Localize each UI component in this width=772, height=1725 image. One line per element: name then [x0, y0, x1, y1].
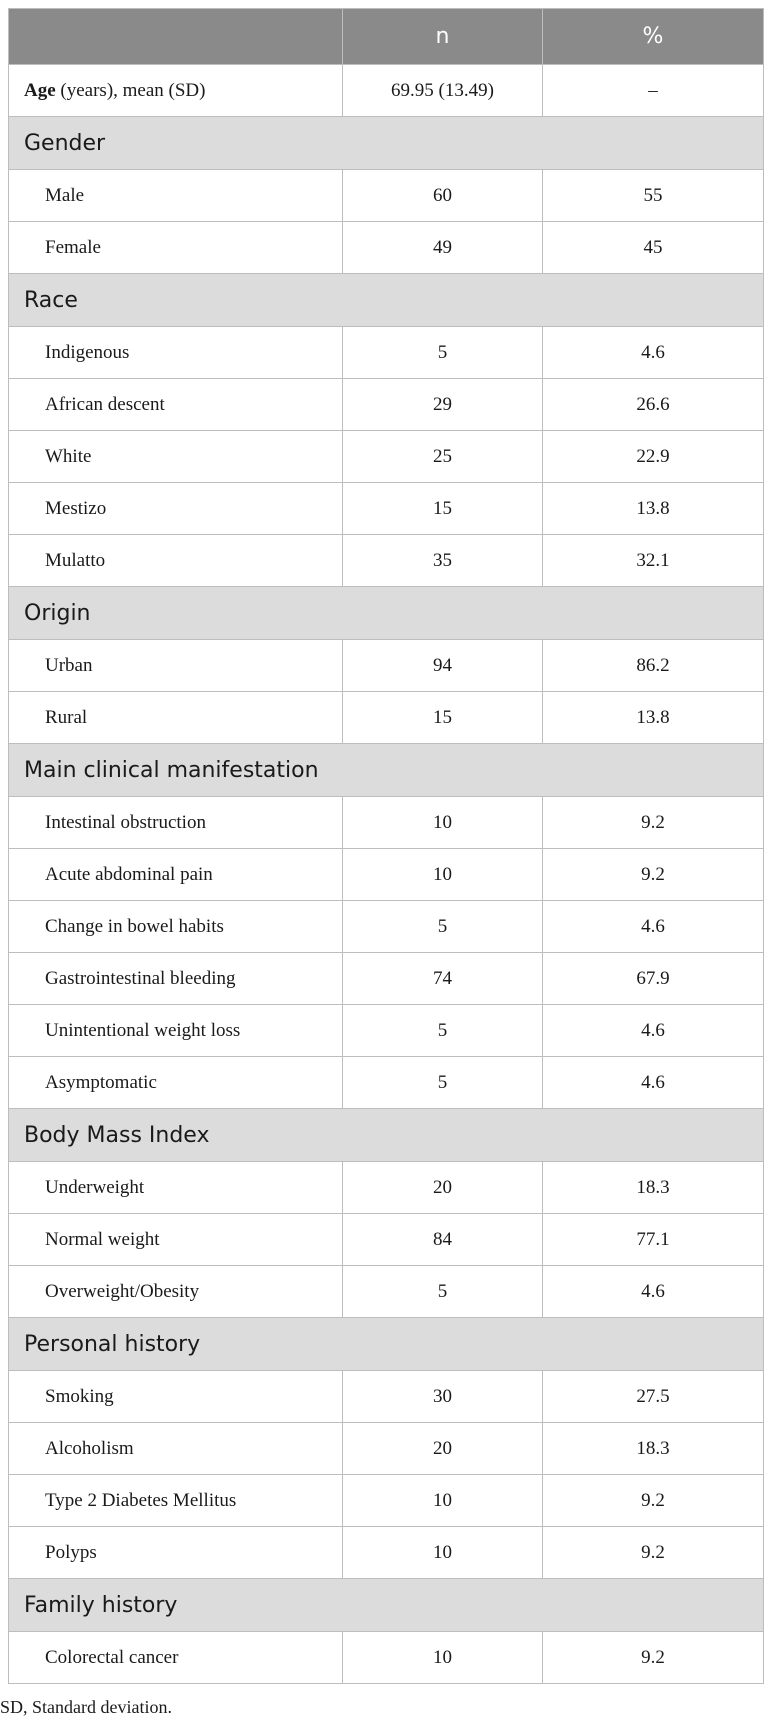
row-pct-cell: 55 [543, 170, 764, 222]
row-label-cell: Mulatto [9, 535, 343, 587]
row-label-cell: Male [9, 170, 343, 222]
row-n-cell: 30 [343, 1371, 543, 1423]
row-n-cell: 10 [343, 797, 543, 849]
table-footnote: SD, Standard deviation. [0, 1697, 172, 1717]
row-n-cell: 5 [343, 1057, 543, 1109]
header-n-cell: n [343, 9, 543, 65]
row-n-cell: 84 [343, 1214, 543, 1266]
header-label-cell [9, 9, 343, 65]
row-pct-cell: 9.2 [543, 1527, 764, 1579]
header-percent-cell: % [543, 9, 764, 65]
row-n-cell: 35 [343, 535, 543, 587]
age-row [9, 65, 764, 117]
table-row [9, 1214, 764, 1266]
table-row [9, 431, 764, 483]
table-row [9, 1266, 764, 1318]
row-pct-cell: 4.6 [543, 327, 764, 379]
row-pct-cell: 67.9 [543, 953, 764, 1005]
row-pct-cell: 18.3 [543, 1162, 764, 1214]
row-label-cell: Female [9, 222, 343, 274]
section-header-row [9, 587, 764, 640]
row-n-cell: 15 [343, 483, 543, 535]
row-label-cell: Urban [9, 640, 343, 692]
section-title: Body Mass Index [9, 1109, 764, 1162]
age-pct-cell: – [543, 65, 764, 117]
section-title: Gender [9, 117, 764, 170]
age-label-cell [9, 65, 343, 117]
row-pct-cell: 26.6 [543, 379, 764, 431]
row-n-cell: 10 [343, 1632, 543, 1684]
row-n-cell: 94 [343, 640, 543, 692]
row-pct-cell: 9.2 [543, 849, 764, 901]
row-label-cell: Intestinal obstruction [9, 797, 343, 849]
row-label-cell: Gastrointestinal bleeding [9, 953, 343, 1005]
section-header-row [9, 1109, 764, 1162]
row-label-cell: Unintentional weight loss [9, 1005, 343, 1057]
age-label-bold: Age [24, 79, 56, 101]
section-title: Family history [9, 1579, 764, 1632]
row-label-cell: Asymptomatic [9, 1057, 343, 1109]
row-pct-cell: 4.6 [543, 1005, 764, 1057]
section-title: Origin [9, 587, 764, 640]
row-pct-cell: 77.1 [543, 1214, 764, 1266]
row-label-cell: African descent [9, 379, 343, 431]
table-row [9, 640, 764, 692]
table-row [9, 1423, 764, 1475]
table-row [9, 849, 764, 901]
table-row [9, 953, 764, 1005]
table-row [9, 483, 764, 535]
row-label-cell: Smoking [9, 1371, 343, 1423]
table-row [9, 327, 764, 379]
row-n-cell: 5 [343, 327, 543, 379]
section-header-row [9, 117, 764, 170]
section-header-row [9, 744, 764, 797]
table-row [9, 1475, 764, 1527]
row-label-cell: Alcoholism [9, 1423, 343, 1475]
row-n-cell: 74 [343, 953, 543, 1005]
row-label-cell: Change in bowel habits [9, 901, 343, 953]
row-label-cell: Acute abdominal pain [9, 849, 343, 901]
table-row [9, 1057, 764, 1109]
section-title: Personal history [9, 1318, 764, 1371]
age-label-rest: (years), mean (SD) [55, 79, 206, 101]
table-row [9, 222, 764, 274]
row-n-cell: 15 [343, 692, 543, 744]
row-n-cell: 5 [343, 901, 543, 953]
row-n-cell: 20 [343, 1423, 543, 1475]
table-row [9, 170, 764, 222]
row-label-cell: Mestizo [9, 483, 343, 535]
header-row [9, 9, 764, 65]
row-pct-cell: 27.5 [543, 1371, 764, 1423]
row-pct-cell: 4.6 [543, 901, 764, 953]
row-label-cell: White [9, 431, 343, 483]
row-n-cell: 29 [343, 379, 543, 431]
row-pct-cell: 4.6 [543, 1266, 764, 1318]
table-row [9, 692, 764, 744]
table-row [9, 1005, 764, 1057]
row-pct-cell: 9.2 [543, 1475, 764, 1527]
section-title: Main clinical manifestation [9, 744, 764, 797]
row-pct-cell: 32.1 [543, 535, 764, 587]
row-pct-cell: 9.2 [543, 797, 764, 849]
row-n-cell: 10 [343, 849, 543, 901]
section-header-row [9, 274, 764, 327]
row-label-cell: Overweight/Obesity [9, 1266, 343, 1318]
row-label-cell: Rural [9, 692, 343, 744]
row-pct-cell: 18.3 [543, 1423, 764, 1475]
row-n-cell: 20 [343, 1162, 543, 1214]
table-container [8, 8, 763, 1684]
section-title: Race [9, 274, 764, 327]
row-label-cell: Underweight [9, 1162, 343, 1214]
table-row [9, 1527, 764, 1579]
row-pct-cell: 4.6 [543, 1057, 764, 1109]
row-pct-cell: 13.8 [543, 692, 764, 744]
age-n-cell: 69.95 (13.49) [343, 65, 543, 117]
row-n-cell: 25 [343, 431, 543, 483]
row-label-cell: Polyps [9, 1527, 343, 1579]
row-pct-cell: 9.2 [543, 1632, 764, 1684]
table-row [9, 535, 764, 587]
row-n-cell: 10 [343, 1475, 543, 1527]
table-row [9, 797, 764, 849]
table-row [9, 379, 764, 431]
row-label-cell: Indigenous [9, 327, 343, 379]
table-row [9, 1162, 764, 1214]
section-header-row [9, 1318, 764, 1371]
row-pct-cell: 22.9 [543, 431, 764, 483]
row-n-cell: 5 [343, 1266, 543, 1318]
row-label-cell: Colorectal cancer [9, 1632, 343, 1684]
row-n-cell: 5 [343, 1005, 543, 1057]
row-label-cell: Normal weight [9, 1214, 343, 1266]
demographics-table [8, 8, 764, 1684]
row-pct-cell: 13.8 [543, 483, 764, 535]
row-n-cell: 49 [343, 222, 543, 274]
table-row [9, 1632, 764, 1684]
table-row [9, 901, 764, 953]
row-n-cell: 10 [343, 1527, 543, 1579]
row-pct-cell: 86.2 [543, 640, 764, 692]
section-header-row [9, 1579, 764, 1632]
row-label-cell: Type 2 Diabetes Mellitus [9, 1475, 343, 1527]
row-pct-cell: 45 [543, 222, 764, 274]
row-n-cell: 60 [343, 170, 543, 222]
table-row [9, 1371, 764, 1423]
